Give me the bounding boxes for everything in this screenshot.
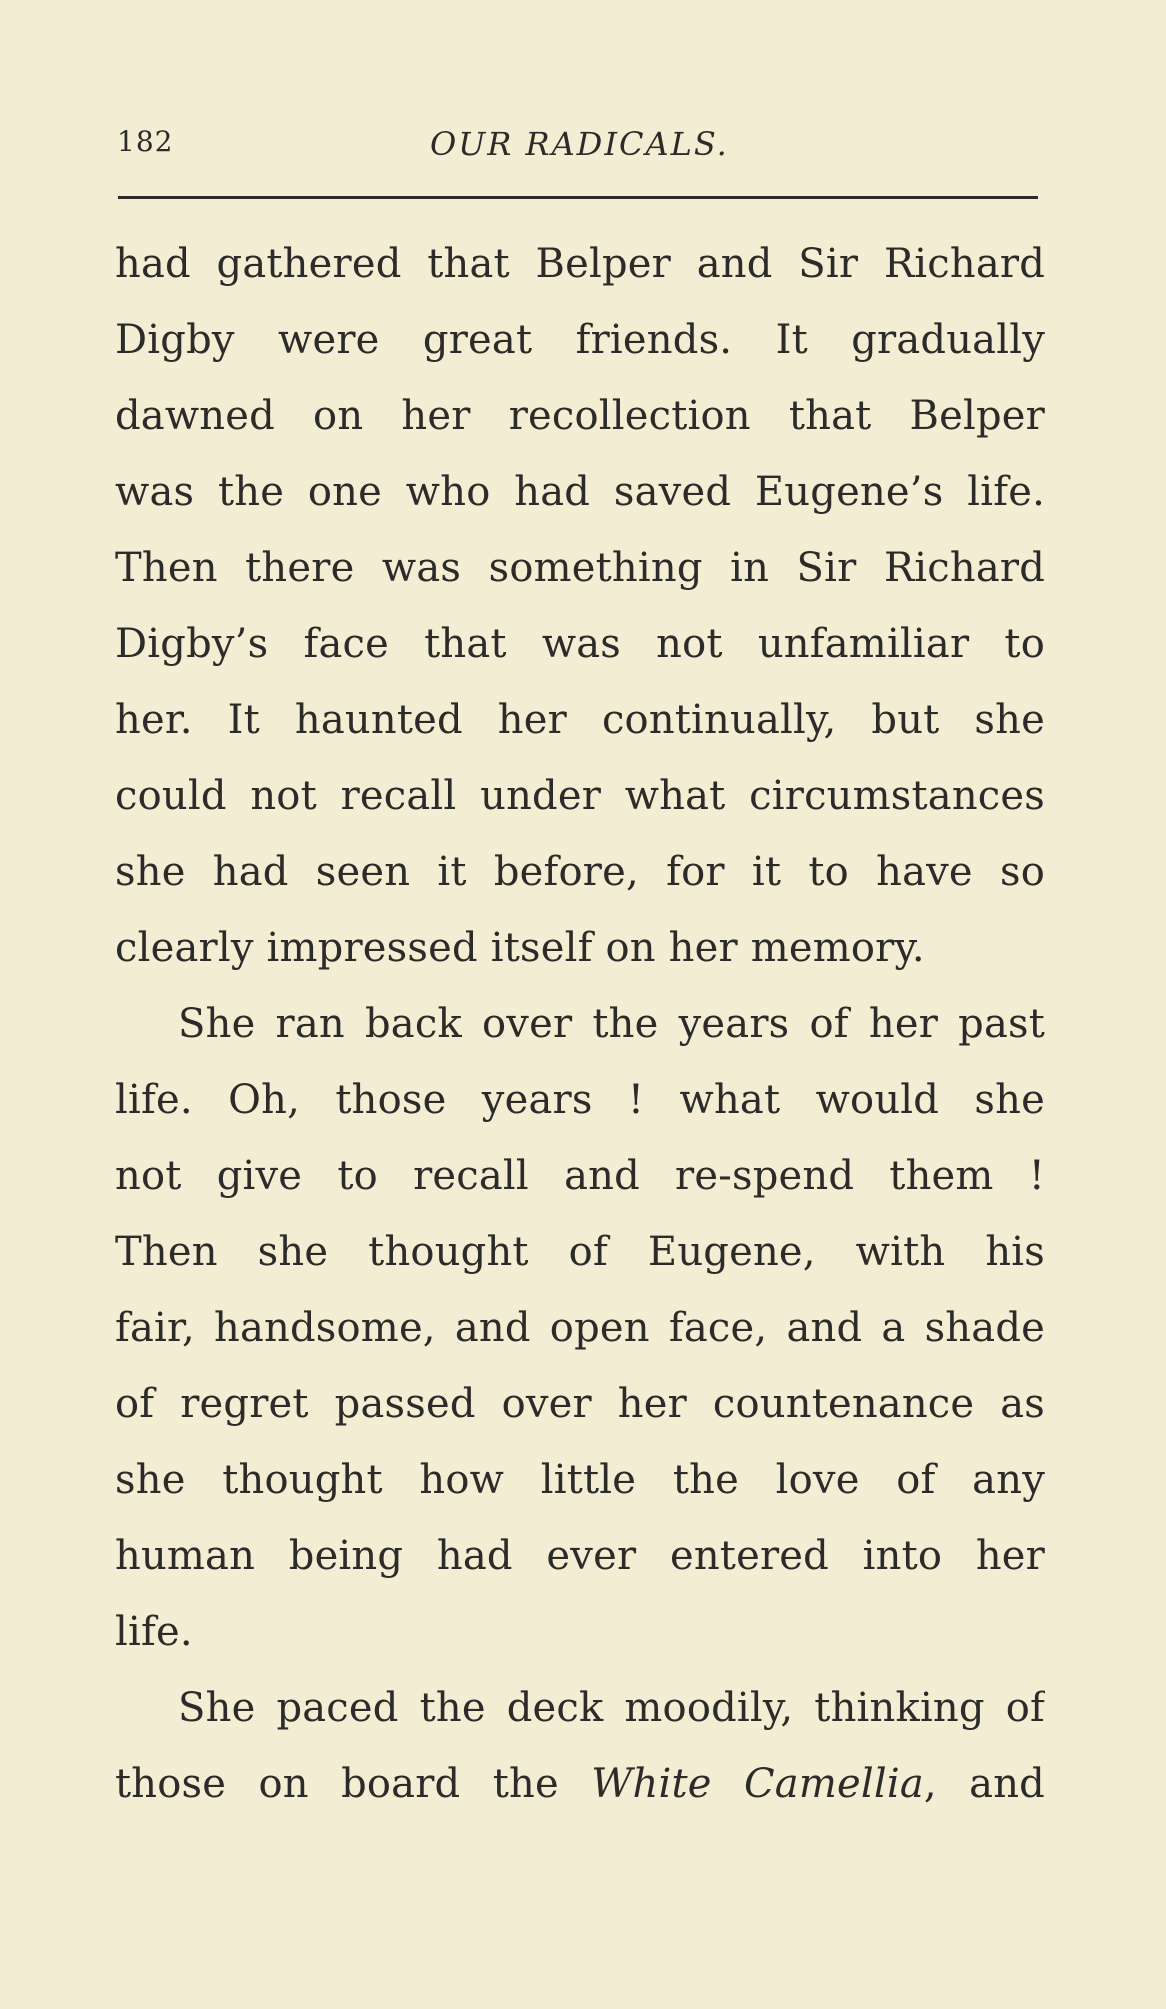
body-text <box>115 226 1045 1822</box>
text-line: she had seen it before, for it to have so <box>115 849 1045 895</box>
text-line: dawned on her recollection that Belper <box>115 393 1045 439</box>
running-title: OUR RADICALS. <box>430 125 729 163</box>
text-line-paragraph-start: She paced the deck moodily, thinking of <box>178 1685 1045 1731</box>
header-rule <box>118 196 1038 199</box>
text-line: was the one who had saved Eugene’s life. <box>115 469 1045 515</box>
text-line: Then there was something in Sir Richard <box>115 545 1045 591</box>
text-line-final <box>115 1746 1045 1822</box>
text-line: Digby’s face that was not unfamiliar to <box>115 621 1045 667</box>
text-line: life. Oh, those years ! what would she <box>115 1077 1045 1123</box>
text-line: she thought how little the love of any <box>115 1457 1045 1503</box>
text-line: of regret passed over her countenance as <box>115 1381 1045 1427</box>
text-line-paragraph-start: She ran back over the years of her past <box>178 1001 1045 1047</box>
text-line: could not recall under what circumstances <box>115 773 1045 819</box>
ship-name: White Camellia <box>591 1761 924 1807</box>
text-line: not give to recall and re-spend them ! <box>115 1153 1045 1199</box>
text-line: Digby were great friends. It gradually <box>115 317 1045 363</box>
text-line: her. It haunted her continually, but she <box>115 697 1045 743</box>
final-line-after: , and <box>923 1761 1045 1807</box>
text-line: fair, handsome, and open face, and a shade <box>115 1305 1045 1351</box>
text-line: life. <box>115 1609 193 1655</box>
text-line: clearly impressed itself on her memory. <box>115 925 925 971</box>
page-number: 182 <box>117 125 174 158</box>
text-line: had gathered that Belper and Sir Richard <box>115 241 1045 287</box>
text-line: Then she thought of Eugene, with his <box>115 1229 1045 1275</box>
text-line: human being had ever entered into her <box>115 1533 1045 1579</box>
final-line-before: those on board the <box>115 1761 559 1807</box>
